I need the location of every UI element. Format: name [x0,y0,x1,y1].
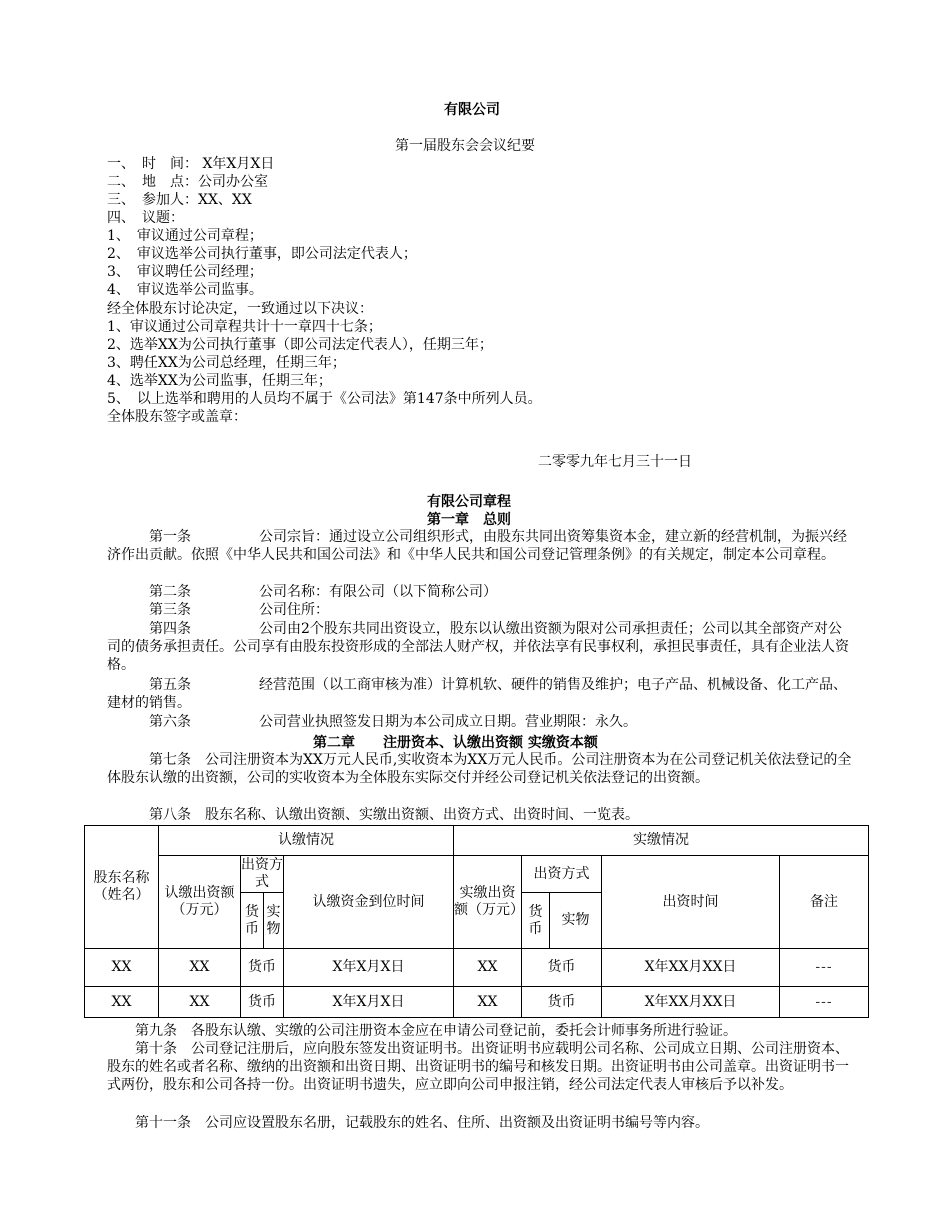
charter-title: 有限公司章程 [427,494,511,510]
minutes-item-attendees: 三、 参加人：XX、XX [107,192,252,208]
article-5-text: 经营范围（以工商审核为准）计算机软、硬件的销售及维护；电子产品、机械设备、化工产品、建材的销售。 [107,677,847,711]
resolution-1: 1、审议通过公司章程共计十一章四十七条； [107,319,382,335]
article-1 [107,528,855,564]
header-paid-currency: 货币 [522,893,550,949]
article-2-text: 公司名称：有限公司（以下简称公司） [259,584,497,600]
header-paid: 实缴情况 [454,826,869,856]
minutes-title: 第一届股东会会议纪要 [395,138,535,154]
resolution-intro: 经全体股东讨论决定，一致通过以下决议： [107,301,373,317]
article-6 [107,713,855,731]
cell-paid-time: X年XX月XX日 [602,949,780,987]
header-paid-kind: 实物 [550,893,602,949]
cell-paid-method: 货币 [522,987,602,1018]
cell-paid-amount: XX [454,949,522,987]
header-paid-amount: 实缴出资额（万元） [454,856,522,949]
article-3 [107,601,855,619]
article-3-label: 第三条 [149,602,191,618]
article-3-text: 公司住所： [259,602,329,618]
cell-method: 货币 [241,987,284,1018]
cell-sub-time: X年X月X日 [284,949,454,987]
header-sub-time: 认缴资金到位时间 [284,856,454,949]
minutes-item-topics: 四、 议题： [107,210,184,226]
cell-name: XX [85,987,159,1018]
resolution-2: 2、选举XX为公司执行董事（即公司法定代表人），任期三年； [107,337,493,353]
header-shareholder-name: 股东名称（姓名） [85,826,159,949]
article-1-label: 第一条 [149,529,191,545]
header-sub-amount: 认缴出资额（万元） [159,856,241,949]
article-9: 第九条 各股东认缴、实缴的公司注册资本金应在申请公司登记前，委托会计师事务所进行验证。 [135,1023,737,1039]
article-1-text: 公司宗旨：通过设立公司组织形式，由股东共同出资筹集资本金，建立新的经营机制，为振兴经济作出贡献。依照《中华人民共和国公司法》和《中华人民共和国公司登记管理条例》的有关规定，制定本公司章程。 [107,529,847,563]
resolution-4: 4、选举XX为公司监事，任期三年； [107,373,332,389]
table-header-row-1 [85,826,869,856]
chapter-1-heading: 第一章 总则 [427,512,511,528]
article-6-text: 公司营业执照签发日期为本公司成立日期。营业期限：永久。 [259,714,637,730]
resolution-5: 5、 以上选举和聘用的人员均不属于《公司法》第147条中所列人员。 [107,391,542,407]
minutes-item-time: 一、 时 间： X年X月X日 [107,156,275,172]
header-subscribed: 认缴情况 [159,826,454,856]
minutes-date: 二零零九年七月三十一日 [538,454,692,470]
article-4-label: 第四条 [149,621,191,637]
minutes-item-place: 二、 地 点：公司办公室 [107,174,268,190]
header-note: 备注 [780,856,869,949]
chapter-2-heading: 第二章 注册资本、认缴出资额 实缴资本额 [313,735,598,751]
topic-2: 2、 审议选举公司执行董事，即公司法定代表人； [107,246,417,262]
table-header-row-2 [85,856,869,893]
article-2-label: 第二条 [149,584,191,600]
article-2 [107,583,855,601]
cell-note: --- [780,987,869,1018]
cell-sub-amount: XX [159,949,241,987]
cell-paid-method: 货币 [522,949,602,987]
cell-sub-time: X年X月X日 [284,987,454,1018]
resolution-3: 3、聘任XX为公司总经理，任期三年； [107,355,346,371]
article-11: 第十一条 公司应设置股东名册，记载股东的姓名、住所、出资额及出资证明书编号等内容。 [135,1115,709,1131]
cell-note: --- [780,949,869,987]
sign-line: 全体股东签字或盖章： [107,409,247,425]
article-4 [107,620,855,674]
article-6-label: 第六条 [149,714,191,730]
topic-3: 3、 审议聘任公司经理； [107,264,263,280]
article-5-label: 第五条 [149,677,191,693]
shareholder-table [84,825,869,1018]
table-row [85,949,869,987]
article-8: 第八条 股东名称、认缴出资额、实缴出资额、出资方式、出资时间、一览表。 [149,807,639,823]
cell-paid-amount: XX [454,987,522,1018]
header-paid-time: 出资时间 [602,856,780,949]
table-row [85,987,869,1018]
cell-paid-time: X年XX月XX日 [602,987,780,1018]
cell-name: XX [85,949,159,987]
cell-sub-amount: XX [159,987,241,1018]
header-paid-method: 出资方式 [522,856,602,893]
article-7: 第七条 公司注册资本为XX万元人民币,实收资本为XX万元人民币。公司注册资本为在公司登记机关依法登记的全体股东认缴的出资额，公司的实收资本为全体股东实际交付并经公司登记机关依法登记的出资额。 [107,752,852,786]
header-kind: 实物 [264,893,284,949]
company-title: 有限公司 [444,102,500,118]
cell-method: 货币 [241,949,284,987]
topic-4: 4、 审议选举公司监事。 [107,282,263,298]
topic-1: 1、 审议通过公司章程； [107,228,263,244]
article-10: 第十条 公司登记注册后，应向股东签发出资证明书。出资证明书应载明公司名称、公司成立日期、公司注册资本、股东的姓名或者名称、缴纳的出资额和出资日期、出资证明书的编号和核发日期。出资证明书由公司盖章。出资证明书一式两份，股东和公司各持一份。出资证明书遗失，应立即向公司申报注销，经公司法定代表人审核后予以补发。 [107,1041,849,1093]
header-currency: 货币 [241,893,264,949]
header-method: 出资方式 [241,856,284,893]
article-4-text: 公司由2个股东共同出资设立，股东以认缴出资额为限对公司承担责任；公司以其全部资产对公司的债务承担责任。公司享有由股东投资形成的全部法人财产权，并依法享有民事权利，承担民事责任，具有企业法人资格。 [107,621,849,673]
article-5 [107,676,855,712]
